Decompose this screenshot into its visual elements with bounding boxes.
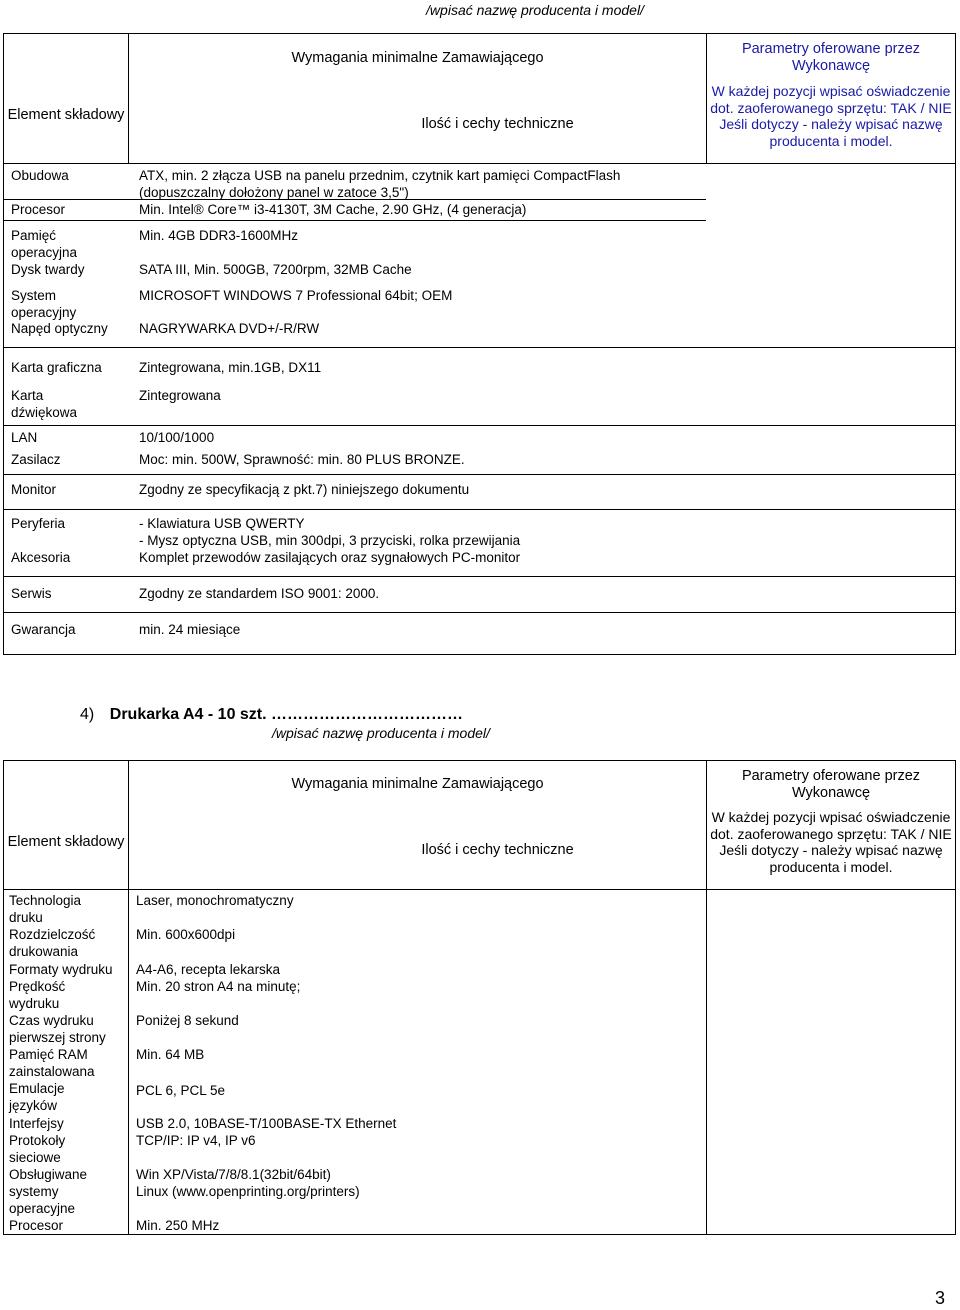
row-label: Prędkość wydruku bbox=[9, 979, 66, 1011]
row-label: Karta graficzna bbox=[11, 360, 102, 375]
row-sep bbox=[3, 347, 956, 348]
row-label: System operacyjny bbox=[11, 288, 77, 320]
row-label: Peryferia bbox=[11, 516, 66, 531]
section-number: 4) bbox=[80, 706, 95, 723]
offer-choice: TAK / NIE bbox=[890, 99, 952, 116]
row-label: Rozdzielczość drukowania bbox=[9, 927, 96, 959]
table-1-top-border bbox=[3, 33, 956, 34]
row-value: USB 2.0, 10BASE-T/100BASE-TX Ethernet bbox=[136, 1116, 397, 1131]
row-value: Poniżej 8 sekund bbox=[136, 1013, 239, 1028]
table-2-bottom-border bbox=[3, 1234, 956, 1235]
header-requirements: Wymagania minimalne Zamawiającego bbox=[291, 776, 544, 792]
row-label: Emulacje języków bbox=[9, 1081, 65, 1113]
row-label: Technologia druku bbox=[9, 893, 82, 925]
header-requirements: Wymagania minimalne Zamawiającego bbox=[291, 50, 544, 66]
row-value: Min. 64 MB bbox=[136, 1047, 205, 1062]
table-1-right-border bbox=[955, 33, 956, 655]
row-sep bbox=[3, 474, 956, 475]
row-value: 10/100/1000 bbox=[139, 430, 215, 445]
offer-line-1: W każdej pozycji wpisać oświadczenie dot. zaoferowanego sprzętu: bbox=[710, 809, 951, 842]
section-model-note: /wpisać nazwę producenta i model/ bbox=[272, 725, 490, 741]
row-sep bbox=[3, 576, 956, 577]
row-label: Pamięć RAM zainstalowana bbox=[9, 1047, 95, 1079]
row-sep bbox=[3, 163, 706, 164]
offer-line-2: Jeśli dotyczy - należy wpisać nazwę producenta i model. bbox=[719, 116, 943, 149]
table-1-left-border bbox=[3, 33, 4, 655]
row-label: Monitor bbox=[11, 482, 57, 497]
row-label: Obudowa bbox=[11, 168, 69, 183]
row-label: Pamięć operacyjna bbox=[11, 228, 78, 260]
row-label: Gwarancja bbox=[11, 622, 76, 637]
row-value: Win XP/Vista/7/8/8.1(32bit/64bit) Linux (www.openprinting.org/printers) bbox=[136, 1167, 360, 1199]
table-2-header-bottom bbox=[3, 889, 956, 890]
top-model-note: /wpisać nazwę producenta i model/ bbox=[426, 2, 644, 18]
row-value: Komplet przewodów zasilających oraz sygnałowych PC-monitor bbox=[139, 550, 521, 565]
row-value: PCL 6, PCL 5e bbox=[136, 1083, 226, 1098]
row-value: Min. 4GB DDR3-1600MHz bbox=[139, 228, 299, 243]
table-2-col-sep-1 bbox=[128, 760, 129, 1235]
row-label: Formaty wydruku bbox=[9, 962, 113, 977]
row-value: ATX, min. 2 złącza USB na panelu przednim, czytnik kart pamięci CompactFlash (dopuszczalny dołożony panel w zatoce 3,5") bbox=[139, 168, 621, 200]
header-offer-instructions bbox=[707, 809, 955, 875]
page-number: 3 bbox=[935, 1288, 946, 1308]
row-sep bbox=[3, 612, 956, 613]
row-value: SATA III, Min. 500GB, 7200rpm, 32MB Cache bbox=[139, 262, 412, 277]
offer-line-2: Jeśli dotyczy - należy wpisać nazwę producenta i model. bbox=[719, 842, 943, 875]
section-dots: ……………………………… bbox=[266, 706, 464, 723]
row-value: Min. 250 MHz bbox=[136, 1218, 220, 1233]
row-value: Zgodny ze standardem ISO 9001: 2000. bbox=[139, 586, 380, 601]
row-label: Zasilacz bbox=[11, 452, 61, 467]
table-1-bottom-border bbox=[3, 654, 956, 655]
row-sep bbox=[3, 220, 706, 221]
row-sep bbox=[3, 509, 956, 510]
row-value: TCP/IP: IP v4, IP v6 bbox=[136, 1133, 256, 1148]
header-tech: Ilość i cechy techniczne bbox=[421, 842, 574, 858]
row-label: Protokoły sieciowe bbox=[9, 1133, 66, 1165]
table-2-top-border bbox=[3, 760, 956, 761]
row-value: A4-A6, recepta lekarska bbox=[136, 962, 281, 977]
row-label: Czas wydruku pierwszej strony bbox=[9, 1013, 106, 1045]
row-value: Min. Intel® Core™ i3-4130T, 3M Cache, 2.90 GHz, (4 generacja) bbox=[139, 202, 527, 217]
row-label: Obsługiwane systemy operacyjne bbox=[9, 1167, 88, 1216]
row-label: Dysk twardy bbox=[11, 262, 85, 277]
row-label: Serwis bbox=[11, 586, 52, 601]
section-title: Drukarka A4 - 10 szt. bbox=[109, 706, 267, 723]
row-value: Zgodny ze specyfikacją z pkt.7) niniejszego dokumentu bbox=[139, 482, 470, 497]
row-value: Laser, monochromatyczny bbox=[136, 893, 294, 908]
row-value: Min. 20 stron A4 na minutę; bbox=[136, 979, 301, 994]
row-value: Zintegrowana, min.1GB, DX11 bbox=[139, 360, 322, 375]
row-value: Moc: min. 500W, Sprawność: min. 80 PLUS BRONZE. bbox=[139, 452, 465, 467]
header-offer-title: Parametry oferowane przez Wykonawcę bbox=[741, 768, 921, 801]
table-1-offer-bottom bbox=[706, 163, 956, 164]
header-offer-title: Parametry oferowane przez Wykonawcę bbox=[741, 41, 921, 74]
row-value: Min. 600x600dpi bbox=[136, 927, 236, 942]
row-sep bbox=[3, 425, 956, 426]
offer-choice: TAK / NIE bbox=[890, 825, 952, 842]
row-value: Zintegrowana bbox=[139, 388, 221, 403]
section-heading bbox=[80, 706, 780, 723]
row-label: Karta dźwiękowa bbox=[11, 388, 78, 420]
row-label: Napęd optyczny bbox=[11, 321, 108, 336]
table-2-left-border bbox=[3, 760, 4, 1235]
row-label: Interfejsy bbox=[9, 1116, 64, 1131]
row-value: NAGRYWARKA DVD+/-R/RW bbox=[139, 321, 320, 336]
table-2-right-border bbox=[955, 760, 956, 1235]
header-element: Element składowy bbox=[7, 107, 125, 123]
header-element: Element składowy bbox=[7, 834, 125, 850]
header-tech: Ilość i cechy techniczne bbox=[421, 116, 574, 132]
row-value: - Klawiatura USB QWERTY - Mysz optyczna USB, min 300dpi, 3 przyciski, rolka przewijania bbox=[139, 516, 521, 548]
header-offer-instructions bbox=[707, 83, 955, 149]
row-label: Akcesoria bbox=[11, 550, 71, 565]
row-label: Procesor bbox=[11, 202, 66, 217]
row-value: MICROSOFT WINDOWS 7 Professional 64bit; OEM bbox=[139, 288, 453, 303]
row-label: Procesor bbox=[9, 1218, 64, 1233]
row-label: LAN bbox=[11, 430, 38, 445]
row-value: min. 24 miesiące bbox=[139, 622, 241, 637]
offer-line-1: W każdej pozycji wpisać oświadczenie dot. zaoferowanego sprzętu: bbox=[710, 83, 951, 116]
